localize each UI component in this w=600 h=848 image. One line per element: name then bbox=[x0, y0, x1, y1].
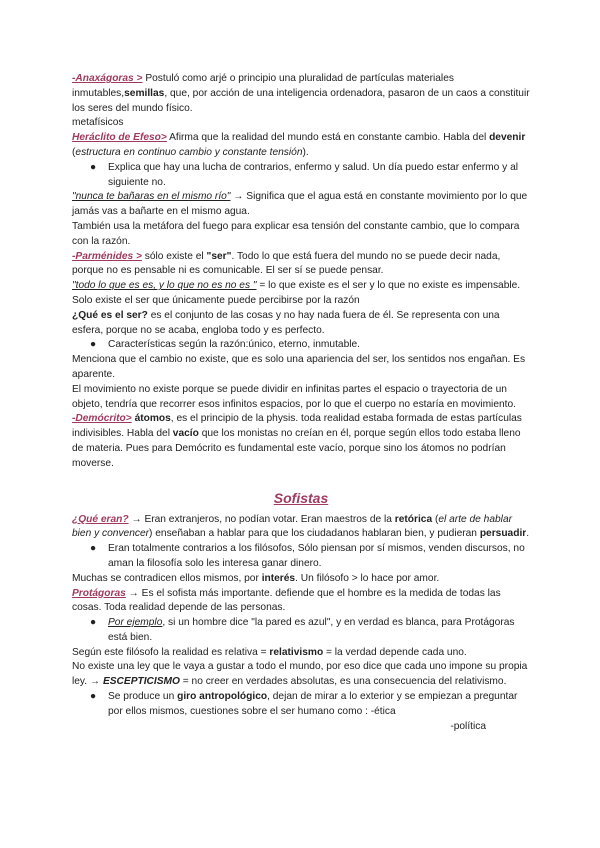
contradicen-text: Muchas se contradicen ellos mismos, por bbox=[72, 572, 262, 584]
escepticismo-text: No existe una ley que le vaya a gustar a todo el mundo, por eso dice que cada uno impone su propia ley. → bbox=[72, 661, 528, 688]
escepticismo-paragraph bbox=[72, 660, 530, 690]
giro-text-2: , dejan de mirar a lo exterior y se empiezan a preguntar por ellos mismos, cuestiones sobre el ser humano como : -ética bbox=[108, 691, 518, 717]
parmenides-quote: "todo lo que es es, y lo que no es no es " bbox=[72, 280, 257, 292]
que-eran-text-2: ) enseñaban a hablar para que los ciudadanos hablaran bien, y pudieran bbox=[149, 528, 480, 540]
anaxagoras-label: -Anaxágoras > bbox=[72, 73, 143, 84]
parmenides-paragraph bbox=[72, 250, 530, 280]
heraclito-paren-close: ). bbox=[302, 146, 309, 158]
politica-line: -política bbox=[450, 720, 486, 732]
heraclito-list bbox=[72, 161, 530, 191]
list-item-text: Características según la razón:único, eterno, inmutable. bbox=[108, 339, 360, 351]
democrito-label: -Demócrito> bbox=[72, 413, 132, 425]
anaxagoras-paragraph bbox=[72, 72, 530, 116]
bullet-icon: ● bbox=[90, 543, 97, 555]
ejemplo-text: , si un hombre dice "la pared es azul", y en verdad es blanca, para Protágoras está bien. bbox=[108, 617, 515, 643]
bullet-icon: ● bbox=[90, 691, 97, 703]
list-item bbox=[72, 616, 530, 646]
vacio-term: vacío bbox=[172, 428, 199, 440]
rio-paragraph bbox=[72, 190, 530, 220]
list-item bbox=[72, 161, 530, 191]
list-item bbox=[72, 690, 530, 720]
list-item-text: Eran totalmente contrarios a los filósofos, Sólo piensan por sí mismos, venden discursos, no aman la filosofía solo les interesa ganar dinero. bbox=[108, 543, 525, 569]
ejemplo-list bbox=[72, 616, 530, 646]
contradicen-paragraph bbox=[72, 572, 530, 587]
fuego-paragraph: También usa la metáfora del fuego para explicar esa tensión del constante cambio, que lo compara con la razón. bbox=[72, 220, 520, 247]
parmenides-quote-text: = lo que existe es el ser y lo que no existe es impensable. Solo existe el ser que únicamente puede percibirse por la razón bbox=[72, 280, 521, 306]
parmenides-text-2: . Todo lo que está fuera del mundo no se puede decir nada, porque no es pensable ni es comunicable. El ser sí se puede pensar. bbox=[72, 250, 501, 277]
anaxagoras-text: Postuló como arjé o principio una pluralidad de partículas materiales inmutables, bbox=[72, 73, 454, 99]
ser-term: "ser" bbox=[206, 250, 232, 262]
list-item-text: Explica que hay una lucha de contrarios, enfermo y salud. Un día puedo estar enfermo y al siguiente no. bbox=[108, 161, 519, 188]
parmenides-text: sólo existe el bbox=[141, 250, 207, 262]
retorica-term: retórica bbox=[394, 513, 433, 525]
ser-list bbox=[72, 338, 530, 353]
que-eran-paren-open: ( bbox=[432, 513, 439, 525]
que-eran-label: ¿Qué eran? bbox=[72, 513, 129, 525]
interes-term: interés bbox=[261, 572, 296, 584]
ser-text: es el conjunto de las cosas y no hay nada fuera de él. Se representa con una esfera, porque no se acaba, engloba todo y es perfecto. bbox=[72, 309, 500, 336]
que-eran-text: → Eran extranjeros, no podían votar. Eran maestros de la bbox=[128, 513, 395, 525]
atomos-term: átomos bbox=[131, 413, 171, 425]
heraclito-paragraph bbox=[72, 131, 530, 161]
retorica-definition: el arte de hablar bien y convencer bbox=[72, 513, 513, 540]
heraclito-text: Afirma que la realidad del mundo está en constante cambio. Habla del bbox=[166, 132, 490, 144]
semillas-term: semillas bbox=[124, 87, 165, 99]
protagoras-text: → Es el sofista más importante. defiende que el hombre es la medida de todas las cosas. Toda realidad depende de las personas. bbox=[72, 587, 501, 614]
rio-quote: "nunca te bañaras en el mismo río" bbox=[72, 191, 231, 203]
relativismo-text: Según este filósofo la realidad es relativa = bbox=[72, 646, 270, 658]
list-item bbox=[72, 542, 530, 572]
rio-text: → Significa que el agua está en constante movimiento por lo que jamás vas a bañarte en el mismo agua. bbox=[72, 191, 528, 218]
bullet-icon: ● bbox=[90, 339, 97, 351]
bullet-icon: ● bbox=[90, 161, 97, 173]
parmenides-quote-paragraph bbox=[72, 279, 530, 309]
list-item bbox=[72, 338, 530, 353]
sofistas-list bbox=[72, 542, 530, 572]
protagoras-paragraph bbox=[72, 587, 530, 617]
contradicen-text-2: . Un filósofo > lo hace por amor. bbox=[295, 572, 440, 584]
metafisicos-line: metafísicos bbox=[72, 117, 124, 129]
heraclito-italic: estructura en continuo cambio y constante tensión bbox=[75, 146, 303, 158]
que-eran-paragraph bbox=[72, 513, 530, 543]
bullet-icon: ● bbox=[90, 617, 97, 629]
protagoras-label: Protágoras bbox=[72, 587, 126, 599]
cambio-paragraph: Menciona que el cambio no existe, que es solo una apariencia del ser, los sentidos nos engañan. Es aparente. bbox=[72, 354, 526, 380]
heraclito-paren-open: ( bbox=[72, 146, 76, 158]
ejemplo-label: Por ejemplo bbox=[108, 617, 163, 629]
giro-text: Se produce un bbox=[108, 691, 178, 703]
devenir-term: devenir bbox=[489, 132, 526, 144]
democrito-text-2: que los monistas no creían en él, porque según ellos todo estaba lleno de materia. Pues para Demócrito es fundamental este vacío, porque sino los átomos no podrían moverse. bbox=[72, 428, 521, 469]
relativismo-term: relativismo bbox=[269, 646, 324, 658]
giro-list bbox=[72, 690, 530, 720]
ser-question: ¿Qué es el ser? bbox=[72, 309, 148, 321]
ser-paragraph bbox=[72, 309, 530, 339]
democrito-paragraph bbox=[72, 412, 530, 471]
movimiento-paragraph: El movimiento no existe porque se puede dividir en infinitas partes el espacio o trayectoria de un objeto, tendría que recorrer esos infinitos espacios, por lo que el cuerpo no estaría en movimiento. bbox=[72, 383, 516, 410]
que-eran-period: . bbox=[526, 528, 530, 540]
heraclito-label: Heráclito de Efeso> bbox=[72, 132, 167, 144]
persuadir-term: persuadir bbox=[479, 528, 527, 540]
parmenides-label: -Parménides > bbox=[72, 250, 142, 262]
anaxagoras-text-2: , que, por acción de una inteligencia ordenadora, pasaron de un caos a constituir los seres del mundo físico. bbox=[72, 87, 530, 114]
democrito-text: , es el principio de la physis. toda realidad estaba formada de estas partículas indivisibles. Habla del bbox=[72, 413, 522, 440]
relativismo-paragraph bbox=[72, 646, 530, 661]
giro-term: giro antropológico bbox=[177, 691, 268, 703]
relativismo-text-2: = la verdad depende cada uno. bbox=[323, 646, 467, 658]
escepticismo-term: ESCEPTICISMO bbox=[102, 676, 180, 688]
sofistas-title: Sofistas bbox=[273, 489, 329, 506]
escepticismo-text-2: = no creer en verdades absolutas, es una consecuencia del relativismo. bbox=[179, 676, 507, 688]
